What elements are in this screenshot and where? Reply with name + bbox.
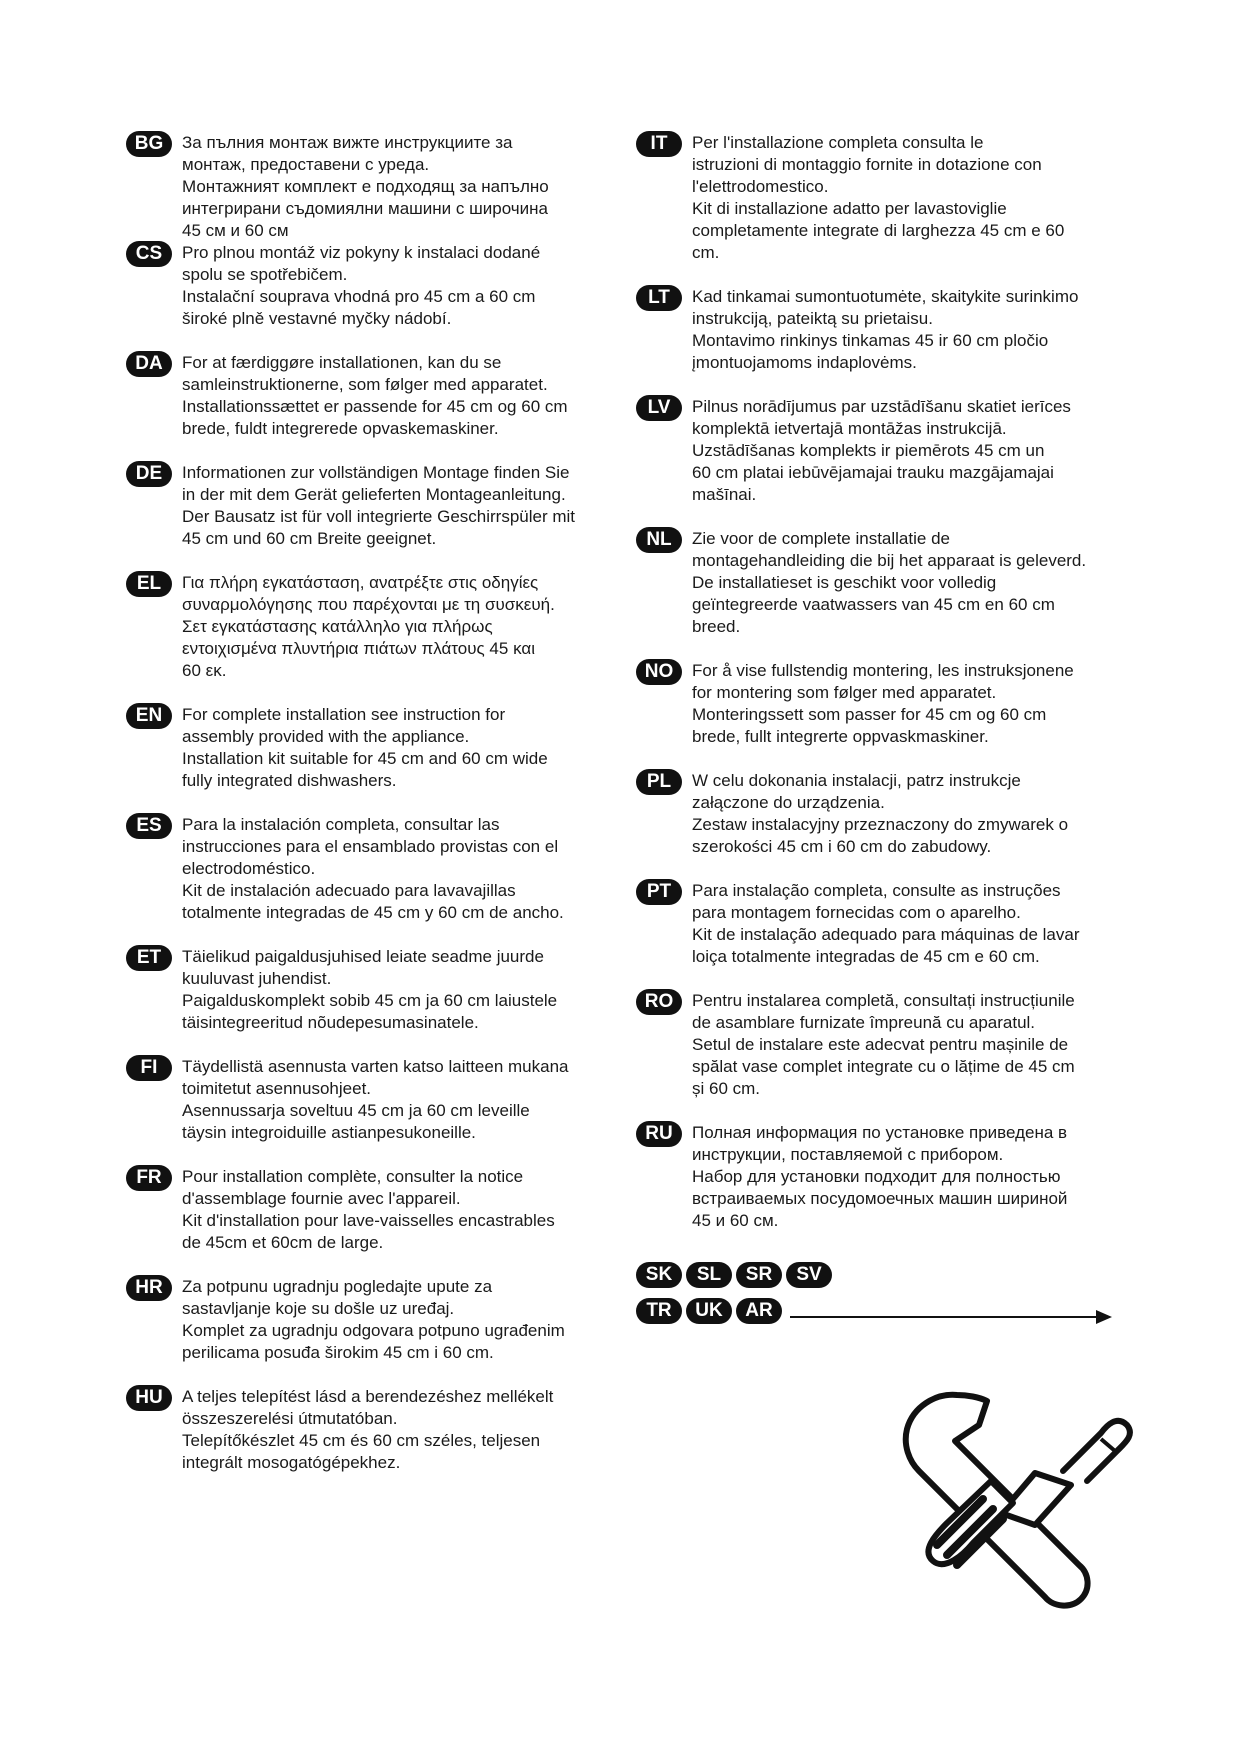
lang-badge-da: DA [126, 351, 172, 377]
lang-badge-el: EL [126, 571, 172, 597]
lang-badge-no: NO [636, 659, 682, 685]
other-languages-row-1 [636, 1262, 832, 1288]
lang-badge-sv: SV [786, 1262, 832, 1288]
lang-badge-en: EN [126, 703, 172, 729]
lang-badge-cs: CS [126, 241, 172, 267]
entry-hr [126, 1276, 565, 1364]
entry-text-hu: A teljes telepítést lásd a berendezéshez mellékelt összeszerelési útmutatóban. Telepítőkészlet 45 cm és 60 cm széles, teljesen integrált mosogatógépekhez. [182, 1387, 554, 1472]
lang-badge-sl: SL [686, 1262, 732, 1288]
entry-et [126, 946, 557, 1034]
lang-badge-es: ES [126, 813, 172, 839]
entry-pl [636, 770, 1068, 858]
entry-text-pt: Para instalação completa, consulte as instruções para montagem fornecidas com o aparelho. Kit de instalação adequado para máquinas de lavar loiça totalmente integradas de 45 cm e 60 cm. [692, 881, 1080, 966]
entry-es [126, 814, 564, 924]
entry-lv [636, 396, 1071, 506]
lang-badge-uk: UK [686, 1298, 732, 1324]
lang-badge-ro: RO [636, 989, 682, 1015]
lang-badge-sr: SR [736, 1262, 782, 1288]
lang-badge-sk: SK [636, 1262, 682, 1288]
entry-text-el: Για πλήρη εγκατάσταση, ανατρέξτε στις οδηγίες συναρμολόγησης που παρέχονται με τη συσκευή. Σετ εγκατάστασης κατάλληλο για πλήρως εντοιχισμένα πλυντήρια πιάτων πλάτους 45 και 60 εκ. [182, 573, 555, 680]
lang-badge-de: DE [126, 461, 172, 487]
entry-it [636, 132, 1064, 264]
entry-text-fi: Täydellistä asennusta varten katso laitteen mukana toimitetut asennusohjeet. Asennussarja soveltuu 45 cm ja 60 cm leveille täysin integroiduille astianpesukoneille. [182, 1057, 569, 1142]
entry-no [636, 660, 1074, 748]
entry-text-bg: За пълния монтаж вижте инструкциите за монтаж, предоставени с уреда. Монтажният комплект е подходящ за напълно интегрирани съдомиялни машини с широчина 45 см и 60 см [182, 133, 549, 240]
entry-text-lt: Kad tinkamai sumontuotumėte, skaitykite surinkimo instrukciją, pateiktą su prietaisu. Montavimo rinkinys tinkamas 45 ir 60 cm pločio įmontuojamoms indaplovėms. [692, 287, 1079, 372]
lang-badge-tr: TR [636, 1298, 682, 1324]
lang-badge-ru: RU [636, 1121, 682, 1147]
arrow-right-icon [790, 1307, 1120, 1327]
entry-text-ro: Pentru instalarea completă, consultați instrucțiunile de asamblare furnizate împreună cu aparatul. Setul de instalare este adecvat pentru mașinile de spălat vase complet integrate cu o lățime de 45 cm și 60 cm. [692, 991, 1075, 1098]
entry-text-it: Per l'installazione completa consulta le istruzioni di montaggio fornite in dotazione con l'elettrodomestico. Kit di installazione adatto per lavastoviglie completamente integrate di larghezza 45 cm e 60 cm. [692, 133, 1065, 262]
lang-badge-fr: FR [126, 1165, 172, 1191]
lang-badge-nl: NL [636, 527, 682, 553]
entry-en [126, 704, 548, 792]
entry-el [126, 572, 555, 682]
entry-text-cs: Pro plnou montáž viz pokyny k instalaci dodané spolu se spotřebičem. Instalační souprava vhodná pro 45 cm a 60 cm široké plně vestavné myčky nádobí. [182, 243, 541, 328]
entry-lt [636, 286, 1078, 374]
lang-badge-pl: PL [636, 769, 682, 795]
entry-hu [126, 1386, 553, 1474]
entry-text-et: Täielikud paigaldusjuhised leiate seadme juurde kuuluvast juhendist. Paigalduskomplekt sobib 45 cm ja 60 cm laiustele täisintegreeritud nõudepesumasinatele. [182, 947, 558, 1032]
entry-pt [636, 880, 1080, 968]
lang-badge-ar: AR [736, 1298, 782, 1324]
lang-badge-lv: LV [636, 395, 682, 421]
entry-de [126, 462, 575, 550]
entry-text-hr: Za potpunu ugradnju pogledajte upute za sastavljanje koje su došle uz uređaj. Komplet za ugradnju odgovara potpuno ugrađenim perilicama posuđa širokim 45 cm i 60 cm. [182, 1277, 565, 1362]
entry-fr [126, 1166, 555, 1254]
lang-badge-lt: LT [636, 285, 682, 311]
lang-badge-fi: FI [126, 1055, 172, 1081]
lang-badge-hr: HR [126, 1275, 172, 1301]
entry-ru [636, 1122, 1067, 1232]
lang-badge-bg: BG [126, 131, 172, 157]
other-languages-row-2 [636, 1298, 782, 1324]
entry-fi [126, 1056, 569, 1144]
entry-cs [126, 242, 540, 330]
entry-text-fr: Pour installation complète, consulter la notice d'assemblage fournie avec l'appareil. Kit d'installation pour lave-vaisselles encastrables de 45cm et 60cm de large. [182, 1167, 555, 1252]
lang-badge-hu: HU [126, 1385, 172, 1411]
wrench-screwdriver-icon [895, 1385, 1135, 1625]
entry-ro [636, 990, 1075, 1100]
entry-da [126, 352, 568, 440]
entry-text-da: For at færdiggøre installationen, kan du se samleinstruktionerne, som følger med apparatet. Installationssættet er passende for 45 cm og 60 cm brede, fuldt integrerede opvaskemaskiner. [182, 353, 568, 438]
entry-text-lv: Pilnus norādījumus par uzstādīšanu skatiet ierīces komplektā ietvertajā montāžas instrukcijā. Uzstādīšanas komplekts ir piemērots 45 cm un 60 cm platai iebūvējamajai trauku mazgājamajai mašīnai. [692, 397, 1071, 504]
entry-text-es: Para la instalación completa, consultar las instrucciones para el ensamblado provistas con el electrodoméstico. Kit de instalación adecuado para lavavajillas totalmente integradas de 45 cm y 60 cm de ancho. [182, 815, 564, 922]
lang-badge-et: ET [126, 945, 172, 971]
entry-bg [126, 132, 549, 242]
entry-text-de: Informationen zur vollständigen Montage finden Sie in der mit dem Gerät gelieferten Montageanleitung. Der Bausatz ist für voll integrierte Geschirrspüler mit 45 cm und 60 cm Breite geeignet. [182, 463, 576, 548]
entry-text-no: For å vise fullstendig montering, les instruksjonene for montering som følger med apparatet. Monteringssett som passer for 45 cm og 60 cm brede, fullt integrerte oppvaskmaskiner. [692, 661, 1074, 746]
entry-text-pl: W celu dokonania instalacji, patrz instrukcje załączone do urządzenia. Zestaw instalacyjny przeznaczony do zmywarek o szerokości 45 cm i 60 cm do zabudowy. [692, 771, 1069, 856]
entry-nl [636, 528, 1086, 638]
entry-text-nl: Zie voor de complete installatie de montagehandleiding die bij het apparaat is geleverd. De installatieset is geschikt voor volledig geïntegreerde vaatwassers van 45 cm en 60 cm breed. [692, 529, 1087, 636]
lang-badge-it: IT [636, 131, 682, 157]
lang-badge-pt: PT [636, 879, 682, 905]
entry-text-en: For complete installation see instruction for assembly provided with the appliance. Installation kit suitable for 45 cm and 60 cm wide fully integrated dishwashers. [182, 705, 548, 790]
entry-text-ru: Полная информация по установке приведена в инструкции, поставляемой с прибором. Набор для установки подходит для полностью встраиваемых посудомоечных машин шириной 45 и 60 см. [692, 1123, 1068, 1230]
